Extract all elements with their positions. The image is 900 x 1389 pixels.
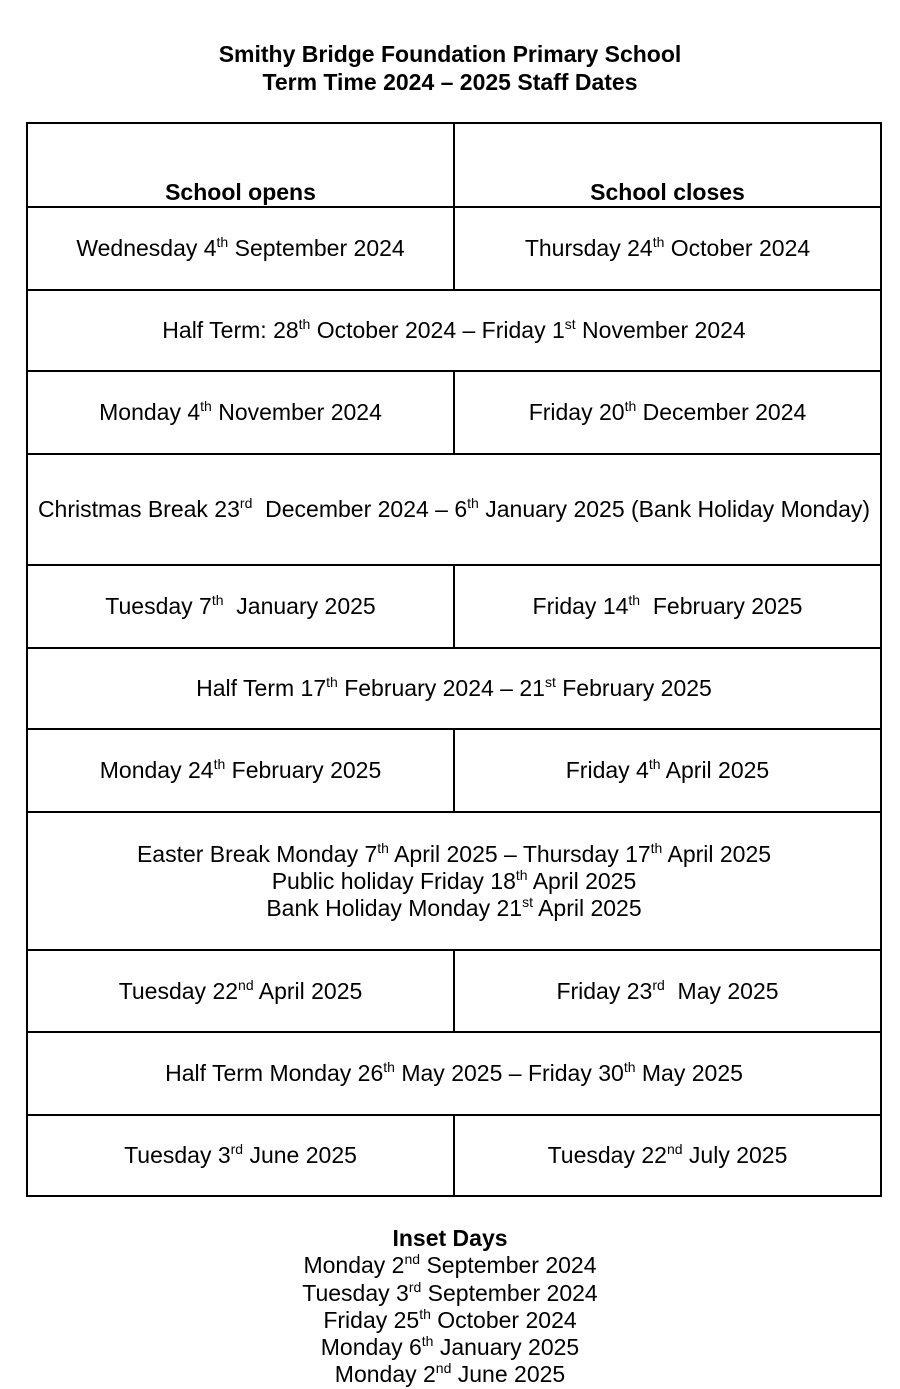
text-segment: July 2025 xyxy=(682,1142,788,1168)
school-closes-date xyxy=(454,729,881,812)
text-segment: Tuesday 22 xyxy=(547,1142,667,1168)
inset-day xyxy=(0,1252,900,1279)
text-segment: October 2024 xyxy=(430,1306,577,1333)
text-segment: Tuesday 3 xyxy=(124,1142,231,1168)
ordinal-suffix: th xyxy=(650,839,663,856)
text-segment: Friday 4 xyxy=(565,757,649,783)
text-segment: Monday 24 xyxy=(99,757,214,783)
inset-day xyxy=(0,1280,900,1307)
header-school-closes: School closes xyxy=(454,123,881,207)
text-segment: November 2024 xyxy=(575,317,746,343)
text-segment: October 2024 – Friday 1 xyxy=(310,317,565,343)
text-segment: Friday 14 xyxy=(532,593,629,619)
ordinal-suffix: th xyxy=(421,1333,434,1350)
text-segment: February 2024 – 21 xyxy=(337,675,545,701)
text-segment: April 2025 xyxy=(527,867,637,894)
text-segment: September 2024 xyxy=(421,1279,598,1306)
ordinal-suffix: rd xyxy=(230,1141,244,1157)
school-name: Smithy Bridge Foundation Primary School xyxy=(218,41,682,67)
text-segment: January 2025 xyxy=(223,593,376,619)
term-row xyxy=(27,371,881,454)
school-closes-date xyxy=(454,371,881,454)
text-segment: Thursday 24 xyxy=(524,235,653,261)
text-segment: Bank Holiday Monday 21 xyxy=(266,894,523,921)
text-segment: Friday 25 xyxy=(323,1306,420,1333)
text-segment: Monday 4 xyxy=(99,399,201,425)
holiday-row xyxy=(27,290,881,371)
ordinal-suffix: nd xyxy=(404,1251,421,1268)
text-segment: June 2025 xyxy=(243,1142,357,1168)
document-title xyxy=(0,40,900,96)
ordinal-suffix: th xyxy=(216,234,229,250)
text-segment: Friday 20 xyxy=(528,399,625,425)
ordinal-suffix: st xyxy=(564,316,576,332)
term-row xyxy=(27,565,881,648)
school-opens-date xyxy=(27,1115,454,1196)
table-header-row xyxy=(27,123,881,207)
school-opens-date xyxy=(27,207,454,290)
holiday-period xyxy=(27,812,881,950)
term-row xyxy=(27,1115,881,1196)
school-closes-date xyxy=(454,207,881,290)
text-segment: Friday 23 xyxy=(556,977,653,1004)
text-segment: April 2025 xyxy=(660,757,770,783)
holiday-line xyxy=(36,317,872,344)
text-segment: Tuesday 22 xyxy=(118,977,239,1004)
ordinal-suffix: th xyxy=(652,234,665,250)
text-segment: Easter Break Monday 7 xyxy=(136,840,378,867)
school-closes-date xyxy=(454,950,881,1032)
ordinal-suffix: th xyxy=(383,1059,395,1075)
text-segment: Monday 2 xyxy=(334,1361,436,1388)
text-segment: Tuesday 7 xyxy=(105,593,212,619)
term-row xyxy=(27,950,881,1032)
school-opens-date xyxy=(27,729,454,812)
school-opens-date xyxy=(27,371,454,454)
text-segment: Monday 2 xyxy=(303,1252,405,1279)
text-segment: May 2025 xyxy=(635,1060,743,1086)
ordinal-suffix: th xyxy=(515,866,528,883)
text-segment: Monday 6 xyxy=(320,1334,422,1361)
ordinal-suffix: th xyxy=(419,1305,431,1322)
holiday-period xyxy=(27,1032,881,1115)
ordinal-suffix: nd xyxy=(238,976,254,993)
ordinal-suffix: th xyxy=(211,592,224,608)
inset-day xyxy=(0,1361,900,1388)
ordinal-suffix: th xyxy=(326,674,338,690)
ordinal-suffix: rd xyxy=(239,495,253,511)
text-segment: June 2025 xyxy=(451,1361,566,1388)
text-segment: February 2025 xyxy=(640,593,803,619)
school-closes-date xyxy=(454,1115,881,1196)
ordinal-suffix: th xyxy=(624,398,637,414)
school-closes-date xyxy=(454,565,881,648)
text-segment: October 2024 xyxy=(664,235,811,261)
text-segment: December 2024 – 6 xyxy=(252,496,468,522)
text-segment: February 2025 xyxy=(555,675,712,701)
ordinal-suffix: th xyxy=(467,495,479,511)
inset-days-heading: Inset Days xyxy=(392,1225,508,1251)
ordinal-suffix: nd xyxy=(666,1141,683,1157)
ordinal-suffix: th xyxy=(200,398,212,414)
ordinal-suffix: rd xyxy=(408,1278,422,1295)
text-segment: November 2024 xyxy=(211,399,382,425)
text-segment: April 2025 xyxy=(662,840,772,867)
text-segment: April 2025 xyxy=(532,894,642,921)
inset-day xyxy=(0,1307,900,1334)
text-segment: September 2024 xyxy=(228,235,405,261)
holiday-row xyxy=(27,1032,881,1115)
term-row xyxy=(27,207,881,290)
ordinal-suffix: st xyxy=(522,893,533,910)
text-segment: February 2025 xyxy=(225,757,382,783)
text-segment: Half Term 17 xyxy=(196,675,327,701)
term-dates-table xyxy=(26,122,882,1197)
holiday-line xyxy=(36,675,872,702)
holiday-row xyxy=(27,812,881,950)
holiday-row xyxy=(27,454,881,565)
school-opens-date xyxy=(27,950,454,1032)
text-segment: May 2025 xyxy=(664,977,779,1004)
holiday-line xyxy=(36,496,872,523)
header-school-opens: School opens xyxy=(27,123,454,207)
inset-day xyxy=(0,1334,900,1361)
term-row xyxy=(27,729,881,812)
text-segment: Christmas Break 23 xyxy=(37,496,240,522)
text-segment: Tuesday 3 xyxy=(302,1279,409,1306)
ordinal-suffix: th xyxy=(648,756,661,772)
ordinal-suffix: th xyxy=(377,839,389,856)
holiday-row xyxy=(27,648,881,729)
ordinal-suffix: th xyxy=(623,1059,636,1075)
holiday-period xyxy=(27,648,881,729)
holiday-line xyxy=(36,868,872,895)
holiday-line xyxy=(36,895,872,922)
text-segment: May 2025 – Friday 30 xyxy=(394,1060,624,1086)
ordinal-suffix: rd xyxy=(652,976,665,993)
ordinal-suffix: th xyxy=(628,592,641,608)
inset-days xyxy=(0,1225,900,1389)
holiday-period xyxy=(27,290,881,371)
text-segment: September 2024 xyxy=(420,1252,597,1279)
ordinal-suffix: th xyxy=(298,316,311,332)
text-segment: December 2024 xyxy=(636,399,807,425)
ordinal-suffix: th xyxy=(213,756,226,772)
text-segment: January 2025 xyxy=(433,1334,580,1361)
text-segment: Half Term: 28 xyxy=(162,317,299,343)
ordinal-suffix: st xyxy=(544,674,556,690)
ordinal-suffix: nd xyxy=(435,1360,452,1377)
holiday-line xyxy=(36,1060,872,1087)
title-subtitle: Term Time 2024 – 2025 Staff Dates xyxy=(262,69,638,95)
text-segment: April 2025 xyxy=(253,977,363,1004)
text-segment: January 2025 (Bank Holiday Monday) xyxy=(478,496,871,522)
holiday-period xyxy=(27,454,881,565)
text-segment: Wednesday 4 xyxy=(76,235,217,261)
text-segment: Half Term Monday 26 xyxy=(165,1060,384,1086)
school-opens-date xyxy=(27,565,454,648)
text-segment: April 2025 – Thursday 17 xyxy=(388,840,651,867)
holiday-line xyxy=(36,841,872,868)
inset-days-list xyxy=(0,1252,900,1388)
text-segment: Public holiday Friday 18 xyxy=(271,867,516,894)
